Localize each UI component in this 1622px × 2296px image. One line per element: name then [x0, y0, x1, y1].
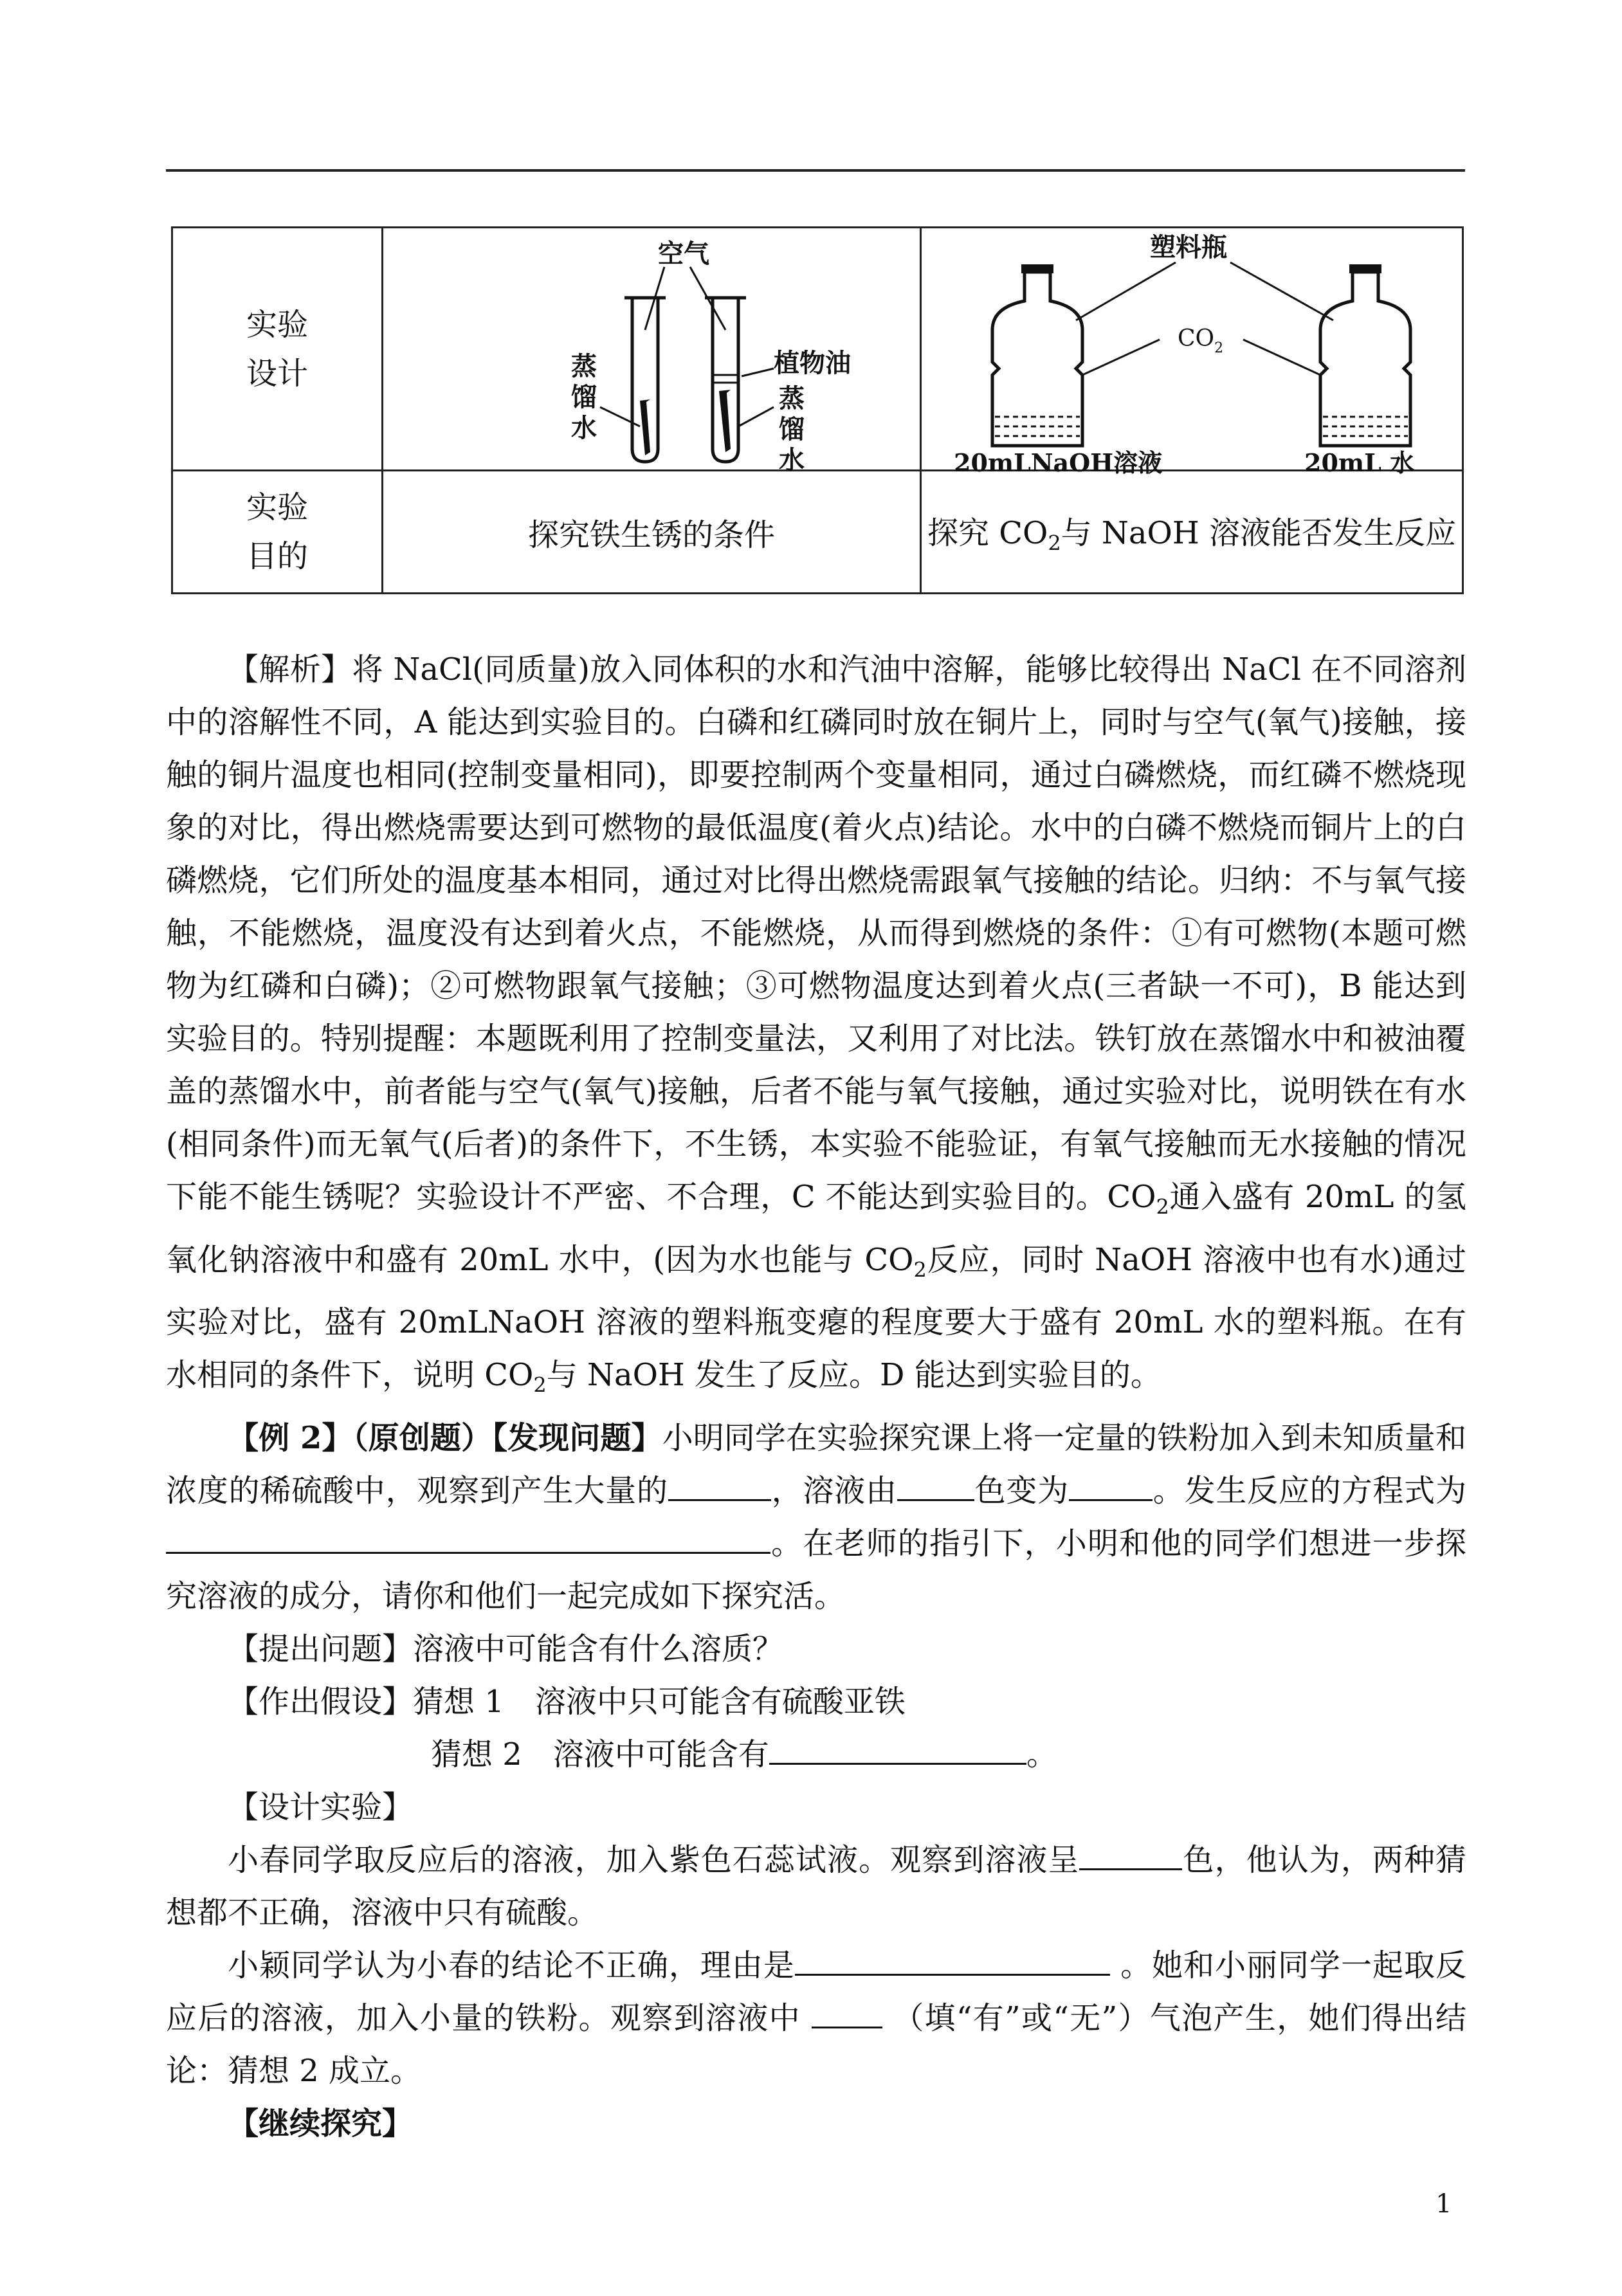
label-water: 20mL 水 — [1304, 448, 1415, 477]
document-body — [166, 643, 1466, 2150]
header-rule — [166, 169, 1465, 172]
design-paragraph-1: 小春同学取反应后的溶液，加入紫色石蕊试液。观察到溶液呈 色，他认为，两种猜想都不正确，溶液中只有硫酸。 — [166, 1834, 1466, 1939]
goal-co2-naoh: 探究 $CO_2$与 NaOH 溶液能否发生反应 — [921, 471, 1463, 594]
blank-gas[interactable] — [668, 1466, 771, 1501]
page-number: 1 — [1435, 2189, 1452, 2219]
question-line: 【提出问题】溶液中可能含有什么溶质？ — [228, 1630, 784, 1667]
label-water-left-2: 馏 — [571, 381, 597, 412]
hypothesis-line-1: 【作出假设】猜想 1 溶液中只可能含有硫酸亚铁 — [228, 1683, 906, 1720]
table-row — [172, 471, 1463, 594]
hypothesis-line-2: 猜想 2 溶液中可能含有 。 — [166, 1728, 1466, 1781]
row-label-purpose: 实验 目的 — [172, 471, 383, 594]
label-air: 空气 — [658, 238, 709, 269]
label-water-left-3: 水 — [571, 412, 597, 443]
continue-heading: 【继续探究】 — [228, 2105, 414, 2142]
analysis-paragraph: 【解析】将 NaCl(同质量)放入同体积的水和汽油中溶解，能够比较得出 NaCl 在不同溶剂中的溶解性不同，A 能达到实验目的。白磷和红磷同时放在铜片上，同时与空气(氧气)接触，接触的铜片温度也相同(控制变量相同)，即要控制两个变量相同，通过白磷燃烧，而红磷不燃烧现象的对比，得出燃烧需要达到可燃物的最低温度(着火点)结论。水中的白磷不燃烧而铜片上的白磷燃烧，它们所处的温度基本相同，通过对比得出燃烧需跟氧气接触的结论。归纳：不与氧气接触，不能燃烧，温度没有达到着火点，不能燃烧，从而得到燃烧的条件：①有可燃物(本题可燃物为红磷和白磷)；②可燃物跟氧气接触；③可燃物温度达到着火点(三者缺一不可)，B 能达到实验目的。特别提醒：本题既利用了控制变量法，又利用了对比法。铁钉放在蒸馏水中和被油覆盖的蒸馏水中，前者能与空气(氧气)接触，后者不能与氧气接触，通过实验对比，说明铁在有水(相同条件)而无氧气(后者)的条件下，不生锈，本实验不能验证，有氧气接触而无水接触的情况下能不能生锈呢？实验设计不严密、不合理，C 不能达到实验目的。$CO_2$通入盛有 20mL 的氢氧化钠溶液中和盛有 20mL 水中，(因为水也能与 $CO_2$反应，同时 NaOH 溶液中也有水)通过实验对比，盛有 20mLNaOH 溶液的塑料瓶变瘪的程度要大于盛有 20mL 水的塑料瓶。在有水相同的条件下，说明 $CO_2$与 NaOH 发生了反应。D 能达到实验目的。 — [166, 651, 1466, 1398]
blank-hypothesis[interactable] — [769, 1729, 1026, 1765]
experiment-table — [171, 226, 1464, 594]
goal-iron-rust: 探究铁生锈的条件 — [383, 471, 921, 594]
label-plastic-bottle: 塑料瓶 — [1150, 232, 1227, 262]
table-row — [172, 228, 1463, 471]
label-water-right-3: 水 — [779, 444, 805, 475]
label-water-left-1: 蒸 — [571, 351, 597, 381]
blank-bubbles[interactable] — [812, 1993, 882, 2028]
row-label-design: 实验 设计 — [172, 228, 383, 471]
blank-reason[interactable] — [795, 1940, 1110, 1976]
blank-litmus-color[interactable] — [1079, 1835, 1182, 1870]
label-water-right-2: 馏 — [779, 414, 805, 444]
figure-co2-bottles — [921, 228, 1463, 477]
blank-color-from[interactable] — [897, 1466, 974, 1501]
label-co2: $CO_2$ — [1178, 325, 1224, 356]
design-heading: 【设计实验】 — [228, 1789, 414, 1825]
blank-color-to[interactable] — [1069, 1466, 1153, 1501]
test-tube-diagram — [471, 233, 851, 475]
blank-equation[interactable] — [166, 1518, 770, 1554]
label-water-right-1: 蒸 — [779, 383, 805, 414]
design-paragraph-2: 小颖同学认为小春的结论不正确，理由是 。她和小丽同学一起取反应后的溶液，加入小量的铁粉。观察到溶液中 （填“有”或“无”）气泡产生，她们得出结论：猜想 2 成立。 — [166, 1939, 1466, 2097]
example-2-paragraph: 【例 2】（原创题）【发现问题】小明同学在实验探究课上将一定量的铁粉加入到未知质量和浓度的稀硫酸中，观察到产生大量的 ，溶液由 色变为 。发生反应的方程式为。在老师的指引下，小明和他的同学们想进一步探究溶液的成分，请你和他们一起完成如下探究活。 — [166, 1419, 1466, 1614]
label-naoh-solution: 20mLNaOH溶液 — [954, 448, 1163, 477]
label-oil: 植物油 — [774, 347, 851, 378]
figure-iron-rust — [383, 228, 921, 475]
bottle-diagram — [928, 232, 1455, 477]
